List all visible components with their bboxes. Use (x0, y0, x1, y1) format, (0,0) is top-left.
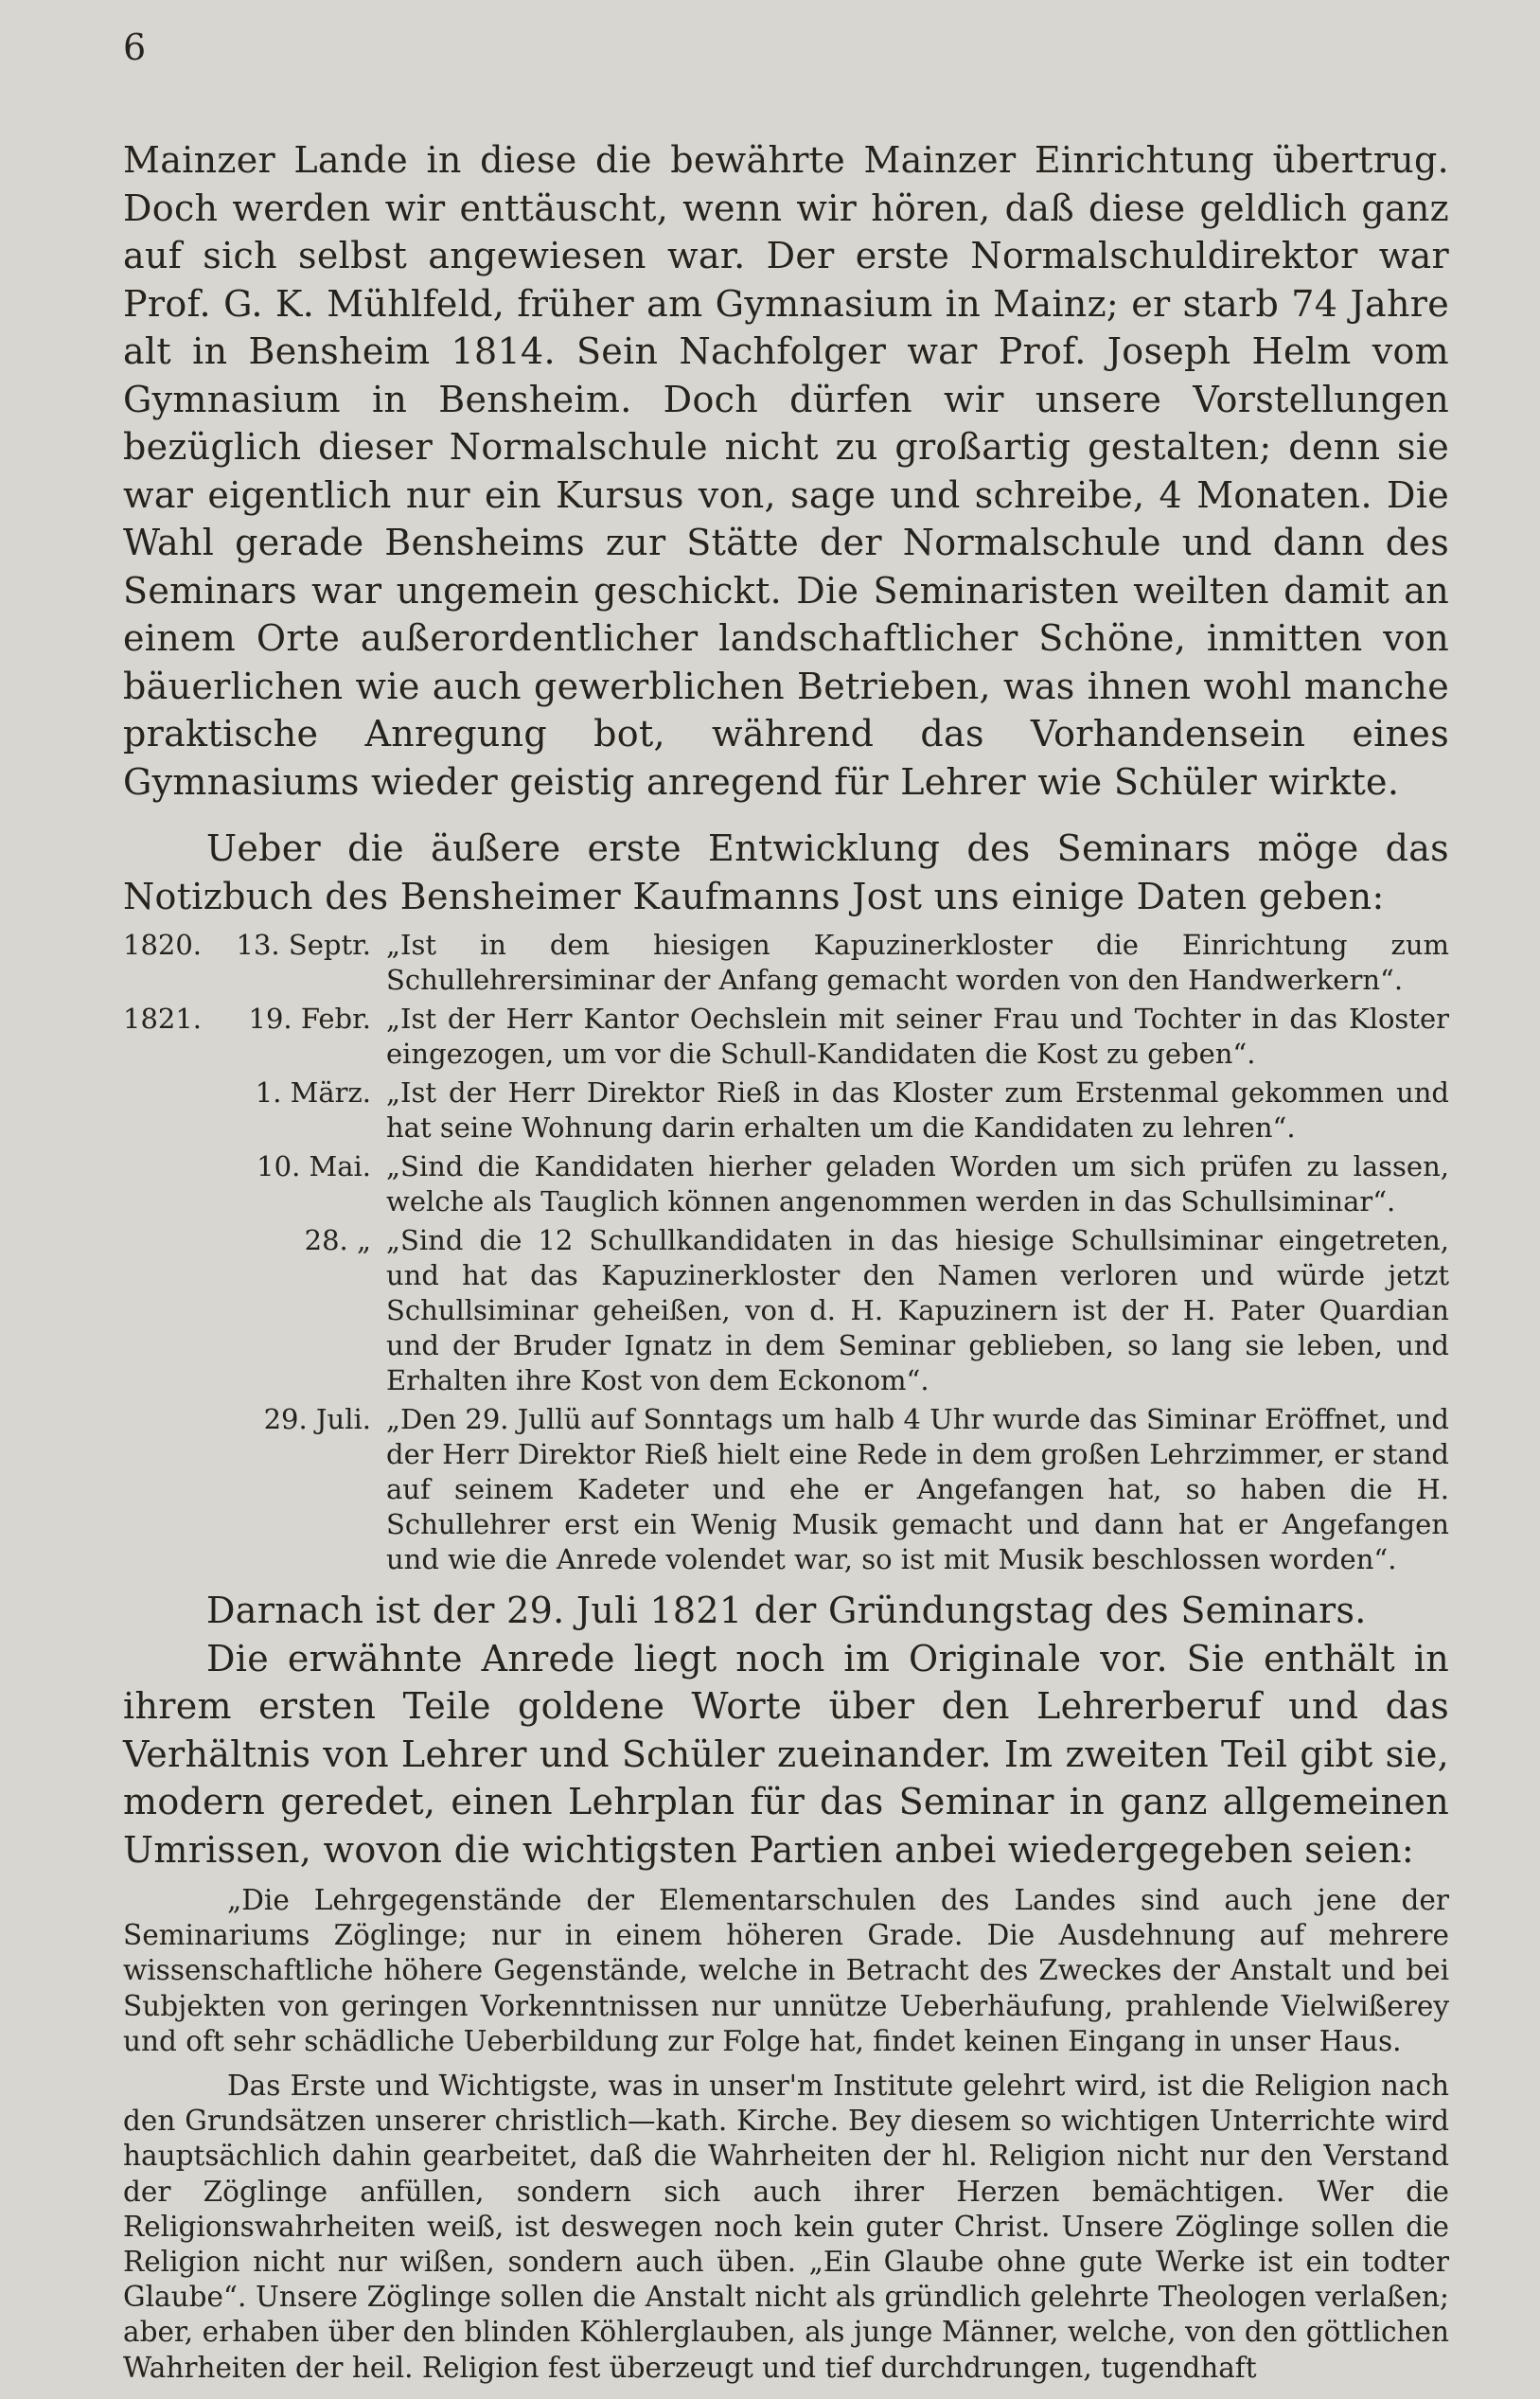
quote-lehrgegenstaende: „Die Lehrgegenstände der Elementarschulen des Landes sind auch jene der Seminariums Zöglinge; nur in einem höheren Grade. Die Ausdehnung auf mehrere wissenschaftliche höhere Gegenstände, welche in Betracht des Zweckes der Anstalt und bei Subjekten von geringen Vorkenntnissen nur unnütze Ueberhäufung, prahlende Vielwißerey und oft sehr schädliche Ueberbildung zur Folge hat, findet keinen Eingang in unser Haus. (123, 1884, 1449, 2057)
entry-text: „Sind die 12 Schullkandidaten in das hiesige Schullsiminar eingetreten, und hat das Kapuzinerkloster den Namen verloren und würde jetzt Schullsiminar geheißen, von d. H. Kapuzinern ist der H. Pater Quardian und der Bruder Ignatz in dem Seminar geblieben, so lang sie leben, und Erhalten ihre Kost von dem Eckonom“. (386, 1224, 1449, 1396)
entry-date (123, 1075, 377, 1146)
entry-day: 29. Juli. (263, 1403, 371, 1435)
entry-text: „Ist der Herr Direktor Rieß in das Kloster zum Erstenmal gekommen und hat seine Wohnung darin erhalten um die Kandidaten zu lehren“. (386, 1076, 1449, 1144)
paragraph-notizbuch-intro: Ueber die äußere erste Entwicklung des Seminars möge das Notizbuch des Bensheimer Kaufmanns Jost uns einige Daten geben: (123, 827, 1449, 917)
entry-date (123, 928, 377, 998)
entry-text: „Ist in dem hiesigen Kapuzinerkloster die Einrichtung zum Schullehrersiminar der Anfang gemacht worden von den Handwerkern“. (386, 929, 1449, 996)
paragraph-gruendungstag: Darnach ist der 29. Juli 1821 der Gründungstag des Seminars. (206, 1590, 1367, 1631)
quote-religion: Das Erste und Wichtigste, was in unser'm Institute gelehrt wird, ist die Religion nach den Grundsätzen unserer christlich—kath. Kirche. Bey diesem so wichtigen Unterrichte wird hauptsächlich dahin gearbeitet, daß die Wahrheiten der hl. Religion nicht nur den Verstand der Zöglinge anfüllen, sondern sich auch ihrer Herzen bemächtigen. Wer die Religionswahrheiten weiß, ist deswegen noch kein guter Christ. Unsere Zöglinge sollen die Religion nicht nur wißen, sondern auch üben. „Ein Glaube ohne gute Werke ist ein todter Glaube“. Unsere Zöglinge sollen die Anstalt nicht als gründlich gelehrte Theologen verlaßen; aber, erhaben über den blinden Köhlerglauben, als junge Männer, welche, von den göttlichen Wahrheiten der heil. Religion fest überzeugt und tief durchdrungen, tugendhaft (123, 2070, 1449, 2384)
paragraph-anrede: Die erwähnte Anrede liegt noch im Originale vor. Sie enthält in ihrem ersten Teile goldene Worte über den Lehrerberuf und das Verhältnis von Lehrer und Schüler zueinander. Im zweiten Teil gibt sie, modern geredet, einen Lehrplan für das Seminar in ganz allgemeinen Umrissen, wovon die wichtigsten Partien anbei wiedergegeben seien: (123, 1637, 1449, 1871)
notizbuch-entry (123, 1223, 1449, 1398)
entry-day: 28. „ (304, 1224, 371, 1256)
entry-date (123, 1402, 377, 1577)
entry-text: „Ist der Herr Kantor Oechslein mit seiner Frau und Tochter in das Kloster eingezogen, um vor die Schull-Kandidaten die Kost zu geben“. (386, 1003, 1449, 1070)
entry-date (123, 1002, 377, 1072)
entry-day: 10. Mai. (257, 1150, 371, 1182)
paragraph-normalschule: Mainzer Lande in diese die bewährte Mainzer Einrichtung übertrug. Doch werden wir enttäuscht, wenn wir hören, daß diese geldlich ganz auf sich selbst angewiesen war. Der erste Normalschuldirektor war Prof. G. K. Mühlfeld, früher am Gymnasium in Mainz; er starb 74 Jahre alt in Bensheim 1814. Sein Nachfolger war Prof. Joseph Helm vom Gymnasium in Bensheim. Doch dürfen wir unsere Vorstellungen bezüglich dieser Normalschule nicht zu großartig gestalten; denn sie war eigentlich nur ein Kursus von, sage und schreibe, 4 Monaten. Die Wahl gerade Bensheims zur Stätte der Normalschule und dann des Seminars war ungemein geschickt. Die Seminaristen weilten damit an einem Orte außerordentlicher landschaftlicher Schöne, inmitten von bäuerlichen wie auch gewerblichen Betrieben, was ihnen wohl manche praktische Anregung bot, während das Vorhandensein eines Gymnasiums wieder geistig anregend für Lehrer wie Schüler wirkte. (123, 139, 1449, 803)
entry-date (123, 1149, 377, 1219)
entry-year: 1820. (123, 929, 203, 961)
entry-text: „Den 29. Jullü auf Sonntags um halb 4 Uhr wurde das Siminar Eröffnet, und der Herr Direktor Rieß hielt eine Rede in dem großen Lehrzimmer, er stand auf seinem Kadeter und ehe er Angefangen hat, so haben die H. Schullehrer erst ein Wenig Musik gemacht und dann hat er Angefangen und wie die Anrede volendet war, so ist mit Musik beschlossen worden“. (386, 1403, 1449, 1575)
entry-date (123, 1223, 377, 1398)
notizbuch-entry (123, 1075, 1449, 1146)
entry-year: 1821. (123, 1003, 203, 1035)
entry-day: 1. März. (255, 1076, 371, 1109)
entry-day: 13. Septr. (236, 929, 371, 961)
page-number: 6 (123, 27, 147, 68)
notizbuch-entries (123, 928, 1449, 1577)
notizbuch-entry (123, 1149, 1449, 1219)
notizbuch-entry (123, 1002, 1449, 1072)
entry-day: 19. Febr. (248, 1003, 371, 1035)
entry-text: „Sind die Kandidaten hierher geladen Worden um sich prüfen zu lassen, welche als Tauglich können angenommen werden in das Schullsiminar“. (386, 1150, 1449, 1217)
notizbuch-entry (123, 928, 1449, 998)
notizbuch-entry (123, 1402, 1449, 1577)
